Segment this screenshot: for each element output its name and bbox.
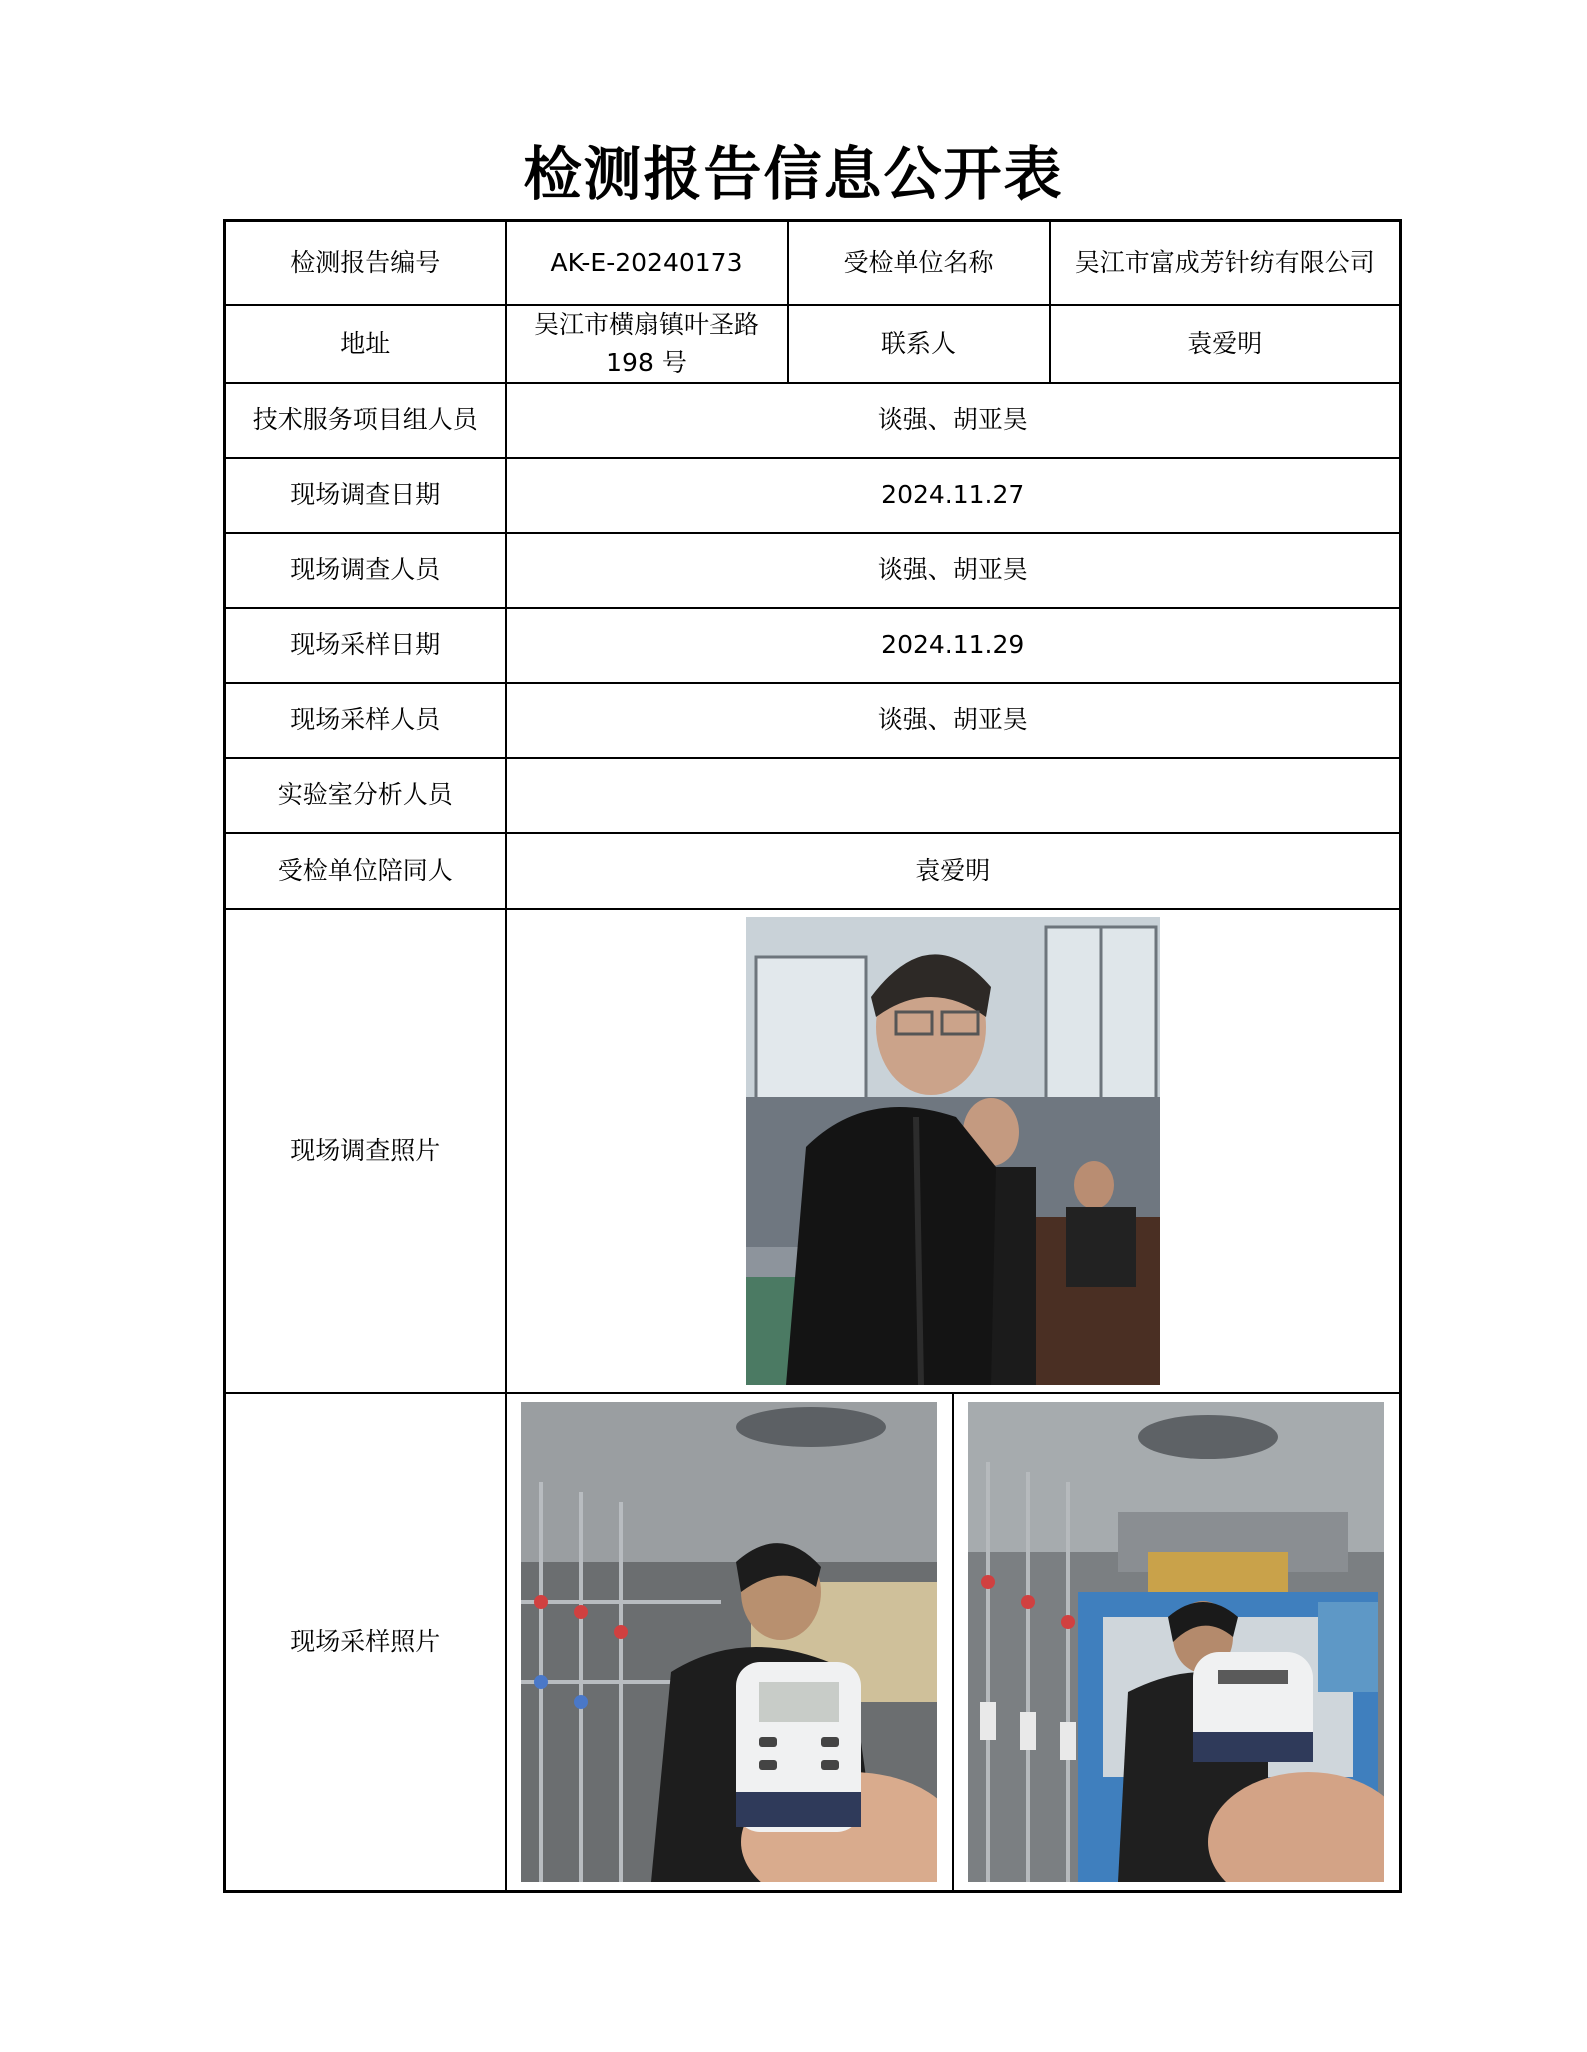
report-no-label: 检测报告编号 (225, 221, 506, 305)
table-row (225, 383, 1401, 458)
survey-photo-label: 现场调查照片 (225, 909, 506, 1393)
sampling-photo-cell (506, 1393, 1401, 1892)
table-row (225, 305, 1401, 383)
contact-label: 联系人 (788, 305, 1050, 383)
table-row (225, 533, 1401, 608)
sampling-photo-1 (521, 1402, 937, 1882)
table-row (225, 833, 1401, 909)
sampling-staff-label: 现场采样人员 (225, 683, 506, 758)
table-row (225, 683, 1401, 758)
team-label: 技术服务项目组人员 (225, 383, 506, 458)
team-value: 谈强、胡亚昊 (506, 383, 1401, 458)
table-row (225, 909, 1401, 1393)
lab-staff-label: 实验室分析人员 (225, 758, 506, 833)
survey-date-label: 现场调查日期 (225, 458, 506, 533)
report-info-table (223, 219, 1402, 1893)
table-row (225, 1393, 1401, 1892)
sampling-photo-2-cell (952, 1394, 1399, 1890)
table-row (225, 221, 1401, 305)
survey-photo-cell (506, 909, 1401, 1393)
survey-staff-label: 现场调查人员 (225, 533, 506, 608)
address-label: 地址 (225, 305, 506, 383)
page-title: 检测报告信息公开表 (523, 140, 1064, 208)
sampling-staff-value: 谈强、胡亚昊 (506, 683, 1401, 758)
address-value: 吴江市横扇镇叶圣路 198 号 (506, 305, 788, 383)
unit-name-label: 受检单位名称 (788, 221, 1050, 305)
survey-staff-value: 谈强、胡亚昊 (506, 533, 1401, 608)
sampling-photo-label: 现场采样照片 (225, 1393, 506, 1892)
table-row (225, 458, 1401, 533)
table-row (225, 758, 1401, 833)
lab-staff-value (506, 758, 1401, 833)
sampling-date-label: 现场采样日期 (225, 608, 506, 683)
unit-name-value: 吴江市富成芳针纺有限公司 (1050, 221, 1401, 305)
sampling-photo-2 (968, 1402, 1384, 1882)
table-row (225, 608, 1401, 683)
escort-label: 受检单位陪同人 (225, 833, 506, 909)
escort-value: 袁爱明 (506, 833, 1401, 909)
contact-value: 袁爱明 (1050, 305, 1401, 383)
survey-date-value: 2024.11.27 (506, 458, 1401, 533)
survey-photo (746, 917, 1160, 1385)
report-no-value: AK-E-20240173 (506, 221, 788, 305)
sampling-date-value: 2024.11.29 (506, 608, 1401, 683)
sampling-photo-1-cell (507, 1394, 952, 1890)
